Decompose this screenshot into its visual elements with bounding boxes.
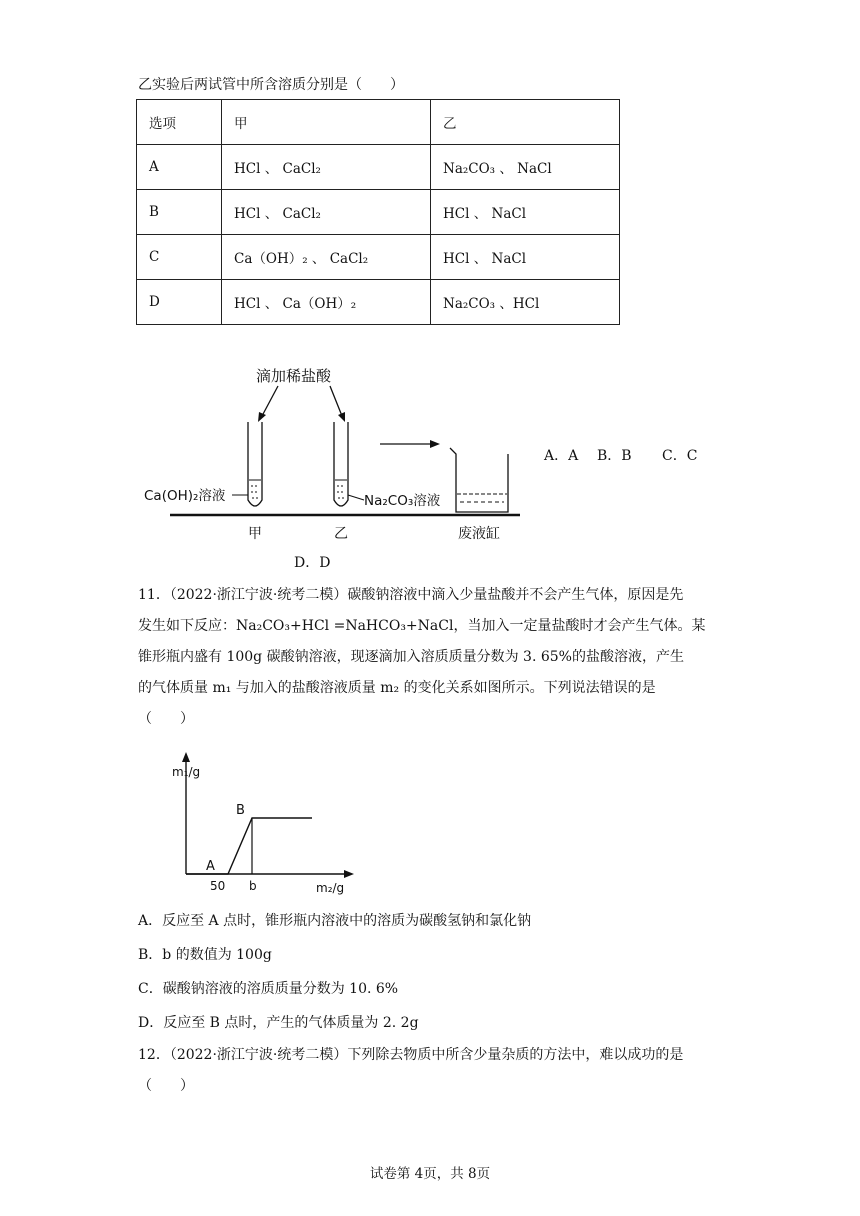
q12-stem-line: 12．（2022·浙江宁波·统考二模）下列除去物质中所含少量杂质的方法中，难以成功的是	[138, 1047, 684, 1063]
test-tube-left	[248, 422, 262, 506]
table-row	[137, 190, 620, 235]
header-cell: 甲	[222, 100, 431, 145]
jia-cell: Ca（OH）₂ 、 CaCl₂	[222, 235, 431, 280]
tick-b-label: b	[249, 879, 257, 893]
point-b-label: B	[236, 803, 245, 818]
x-axis-label: m₂/g	[316, 881, 345, 895]
q12-stem-line: （ ）	[138, 1078, 194, 1094]
q11-stem	[138, 580, 728, 735]
choice-d: D．D	[294, 555, 331, 571]
gas-curve	[186, 818, 312, 874]
arrow-down-icon	[258, 412, 266, 422]
arrow-right-icon	[430, 440, 440, 448]
q12-stem	[138, 1040, 728, 1102]
choice-c: C．C	[662, 448, 698, 464]
tube-right-label: 乙	[334, 526, 348, 542]
jia-cell: HCl 、 Ca（OH）₂	[222, 280, 431, 325]
tick-50-label: 50	[210, 879, 226, 893]
gas-mass-graph	[170, 750, 360, 900]
jia-cell: HCl 、 CaCl₂	[222, 145, 431, 190]
option-cell: D	[137, 280, 222, 325]
yi-cell: Na₂CO₃ 、 NaCl	[431, 145, 620, 190]
q11-stem-line: 11．（2022·浙江宁波·统考二模）碳酸钠溶液中滴入少量盐酸并不会产生气体，原因是先	[138, 587, 684, 603]
q11-option-b: B．b 的数值为 100g	[138, 947, 272, 963]
x-axis-arrow-icon	[344, 870, 354, 878]
arrow-down-icon	[338, 412, 345, 422]
right-solution-label: Na₂CO₃溶液	[364, 493, 441, 509]
y-axis-arrow-icon	[182, 752, 190, 762]
y-axis-label: m₁/g	[172, 765, 201, 779]
yi-cell: HCl 、 NaCl	[431, 235, 620, 280]
q11-option-d: D．反应至 B 点时，产生的气体质量为 2. 2g	[138, 1015, 419, 1031]
yi-cell: Na₂CO₃ 、HCl	[431, 280, 620, 325]
header-cell: 乙	[431, 100, 620, 145]
choice-a: A．A	[544, 448, 579, 464]
beaker-label: 废液缸	[458, 526, 500, 542]
q11-stem-line: 发生如下反应：Na₂CO₃+HCl =NaHCO₃+NaCl，当加入一定量盐酸时才会产生气体。某	[138, 618, 706, 634]
q11-option-c: C．碳酸钠溶液的溶质质量分数为 10. 6%	[138, 981, 399, 997]
table-row	[137, 145, 620, 190]
q11-stem-line: 的气体质量 m₁ 与加入的盐酸溶液质量 m₂ 的变化关系如图所示。下列说法错误的是	[138, 680, 656, 696]
q11-stem-line: 锥形瓶内盛有 100g 碳酸钠溶液，现逐滴加入溶质质量分数为 3. 65%的盐酸溶液，产生	[138, 649, 684, 665]
yi-cell: HCl 、 NaCl	[431, 190, 620, 235]
beaker	[450, 448, 508, 512]
test-tube-right	[334, 422, 348, 506]
page-footer: 试卷第 4页，共 8页	[369, 1166, 491, 1182]
jia-cell: HCl 、 CaCl₂	[222, 190, 431, 235]
experiment-figure	[140, 360, 520, 550]
table-row	[137, 235, 620, 280]
options-table	[136, 99, 620, 325]
option-cell: C	[137, 235, 222, 280]
drop-label: 滴加稀盐酸	[256, 367, 332, 385]
table-header-row	[137, 100, 620, 145]
point-a-label: A	[206, 859, 215, 874]
tube-left-label: 甲	[248, 526, 262, 542]
header-cell: 选项	[137, 100, 222, 145]
left-solution-label: Ca(OH)₂溶液	[144, 488, 226, 504]
table-row	[137, 280, 620, 325]
q11-options	[138, 904, 728, 1040]
choice-b: B．B	[597, 448, 632, 464]
q10-intro: 乙实验后两试管中所含溶质分别是（ ）	[138, 77, 404, 93]
q11-stem-line: （ ）	[138, 711, 194, 727]
option-cell: B	[137, 190, 222, 235]
q11-option-a: A．反应至 A 点时，锥形瓶内溶液中的溶质为碳酸氢钠和氯化钠	[138, 913, 532, 929]
option-cell: A	[137, 145, 222, 190]
